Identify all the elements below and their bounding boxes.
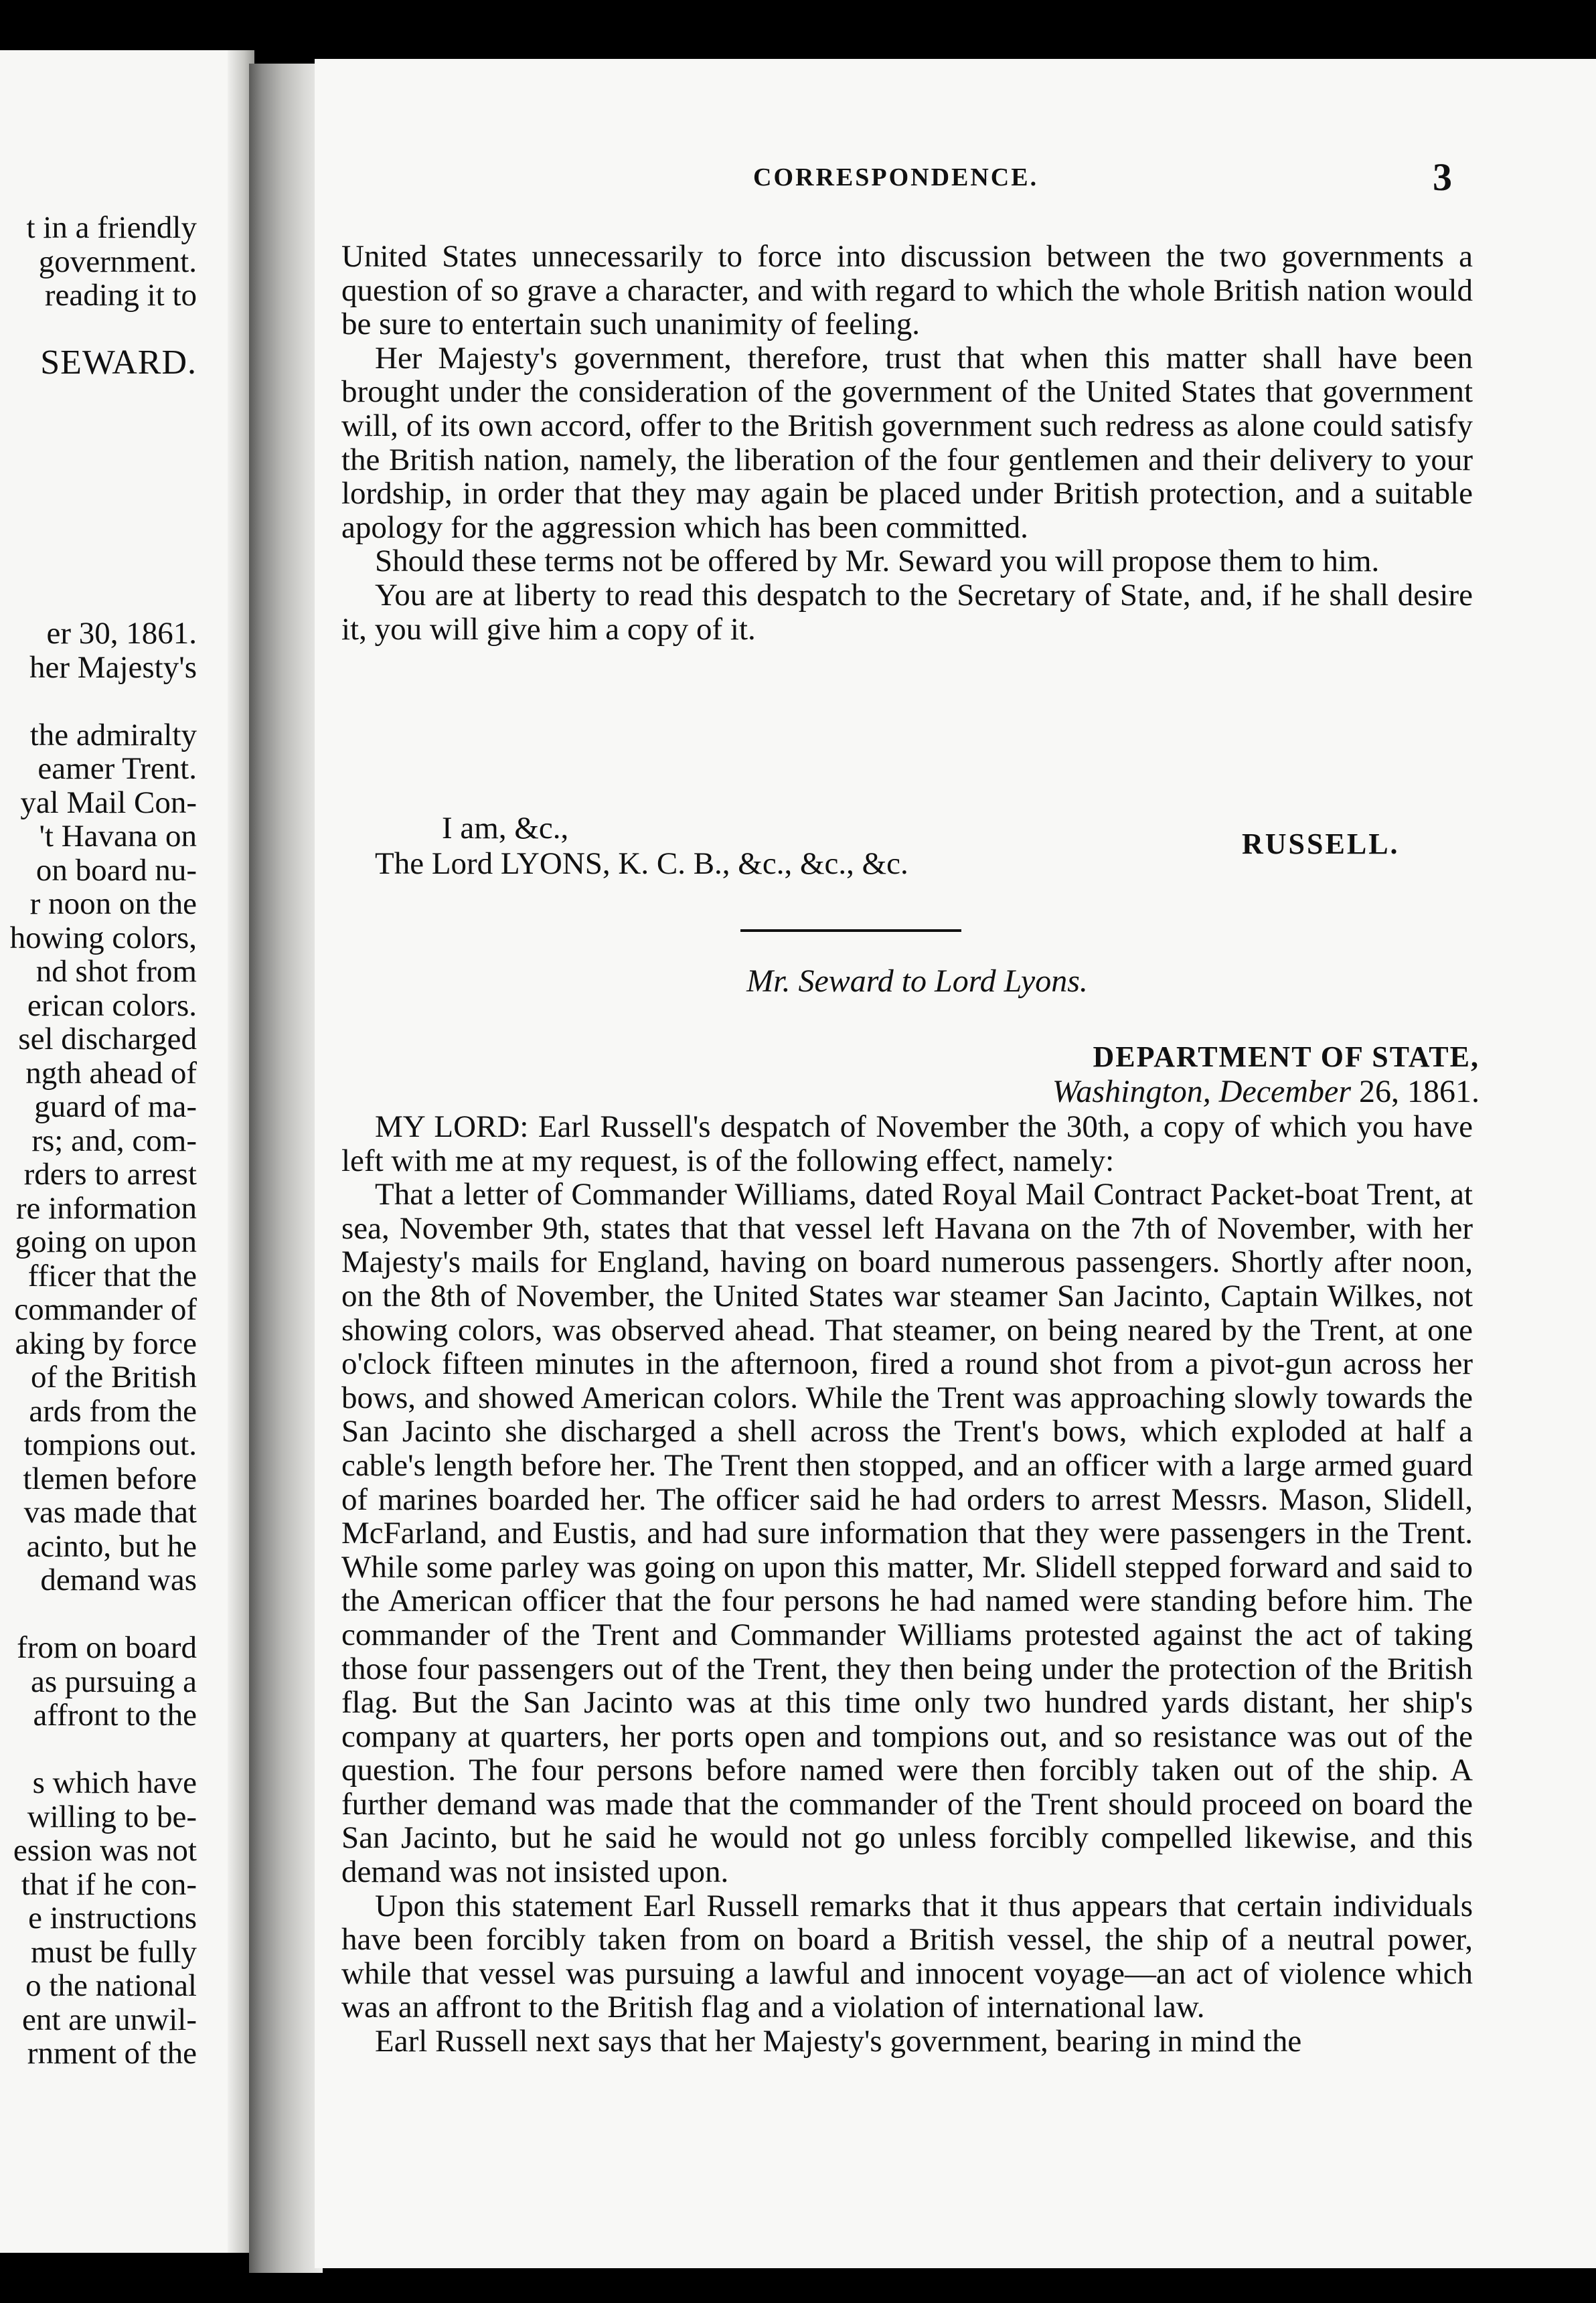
previous-page-line: yal Mail Con-: [20, 785, 197, 820]
book-spine-shadow: [249, 64, 323, 2273]
previous-page-line: [10, 380, 197, 414]
previous-page-line: tlemen before: [23, 1461, 197, 1496]
previous-page-line: eamer Trent.: [37, 751, 197, 786]
sender-department: DEPARTMENT OF STATE,: [1093, 1040, 1480, 1073]
page-header: [315, 155, 1596, 203]
previous-page-line: ards from the: [29, 1393, 197, 1429]
previous-page-line: that if he con-: [21, 1867, 197, 1902]
addressee: The Lord LYONS, K. C. B., &c., &c., &c.: [375, 846, 908, 881]
previous-page-line: t in a friendly: [26, 210, 197, 245]
letter-body-continued: [341, 240, 1473, 646]
previous-page-line: rnment of the: [27, 2036, 197, 2071]
paragraph: Should these terms not be offered by Mr. Seward you will propose them to him.: [375, 544, 1380, 579]
paragraph: United States unnecessarily to force into discussion between the two governments a question of so grave a character, and with regard to which the whole British nation would be sure to entertain such unanimity of feeling.: [341, 239, 1473, 342]
previous-page-line: the admiralty: [29, 717, 197, 752]
previous-page-line: vas made that: [23, 1495, 197, 1530]
previous-page-line: aking by force: [15, 1326, 197, 1361]
letter-body: [341, 1110, 1473, 2059]
paragraph: Upon this statement Earl Russell remarks that it thus appears that certain individuals have been forcibly taken from on board a British vessel, the ship of a neutral power, while that vessel was pursuing a lawful and innocent voyage—an act of violence which was an affront to the British flag and a violation of international law.: [341, 1888, 1473, 2025]
previous-page-line: tompions out.: [23, 1427, 197, 1462]
paragraph: Earl Russell's despatch of November the 30th, a copy of which you have left with me at my request, is of the following effect, namely:: [341, 1109, 1473, 1178]
previous-page-line: affront to the: [33, 1698, 197, 1733]
previous-page-line: ession was not: [13, 1833, 197, 1868]
previous-page-line: nd shot from: [35, 954, 197, 989]
previous-page-line: [10, 481, 197, 515]
previous-page-line: her Majesty's: [29, 649, 197, 685]
previous-page-line: demand was: [40, 1563, 197, 1597]
previous-page-line: willing to be-: [27, 1799, 197, 1834]
previous-page-line: fficer that the: [27, 1258, 197, 1293]
previous-page-line: commander of: [14, 1292, 197, 1327]
previous-page-line: SEWARD.: [40, 343, 197, 382]
previous-page-line: [10, 313, 197, 347]
previous-page-line: ngth ahead of: [25, 1055, 197, 1091]
previous-page-line: rs; and, com-: [31, 1123, 197, 1158]
previous-page-line: [10, 549, 197, 583]
previous-page-line: [10, 448, 197, 482]
previous-page-line: re information: [15, 1190, 197, 1226]
running-title: CORRESPONDENCE.: [753, 163, 1039, 191]
previous-page-line: e instructions: [28, 1901, 197, 1935]
previous-page-line: erican colors.: [27, 987, 197, 1023]
previous-page-text: [10, 211, 197, 2071]
previous-page-line: reading it to: [44, 278, 197, 313]
previous-page-line: from on board: [17, 1630, 197, 1665]
previous-page-line: [10, 1733, 197, 1767]
previous-page-line: ent are unwil-: [21, 2002, 197, 2037]
previous-page-line: going on upon: [15, 1224, 197, 1259]
previous-page-line: as pursuing a: [30, 1664, 197, 1699]
previous-page-line: er 30, 1861.: [46, 616, 197, 651]
paragraph: That a letter of Commander Williams, dated Royal Mail Contract Packet-boat Trent, at sea, November 9th, states that that vessel left Havana on the 7th of November, with her Majesty's mails for England, having on board numerous passengers. Shortly after noon, on the 8th of November, the United States war steamer San Jacinto, Captain Wilkes, not showing colors, was observed ahead. That steamer, on being neared by the Trent, at one o'clock fifteen minutes in the afternoon, fired a round shot from a pivot-gun across her bows, and showed American colors. While the Trent was approaching slowly towards the San Jacinto she discharged a shell across the Trent's bows, which exploded at half a cable's length before her. The Trent then stopped, and an officer with a large armed guard of marines boarded her. The officer said he had orders to arrest Messrs. Mason, Slidell, McFarland, and Eustis, and had sure information that they were passengers in the Trent. While some parley was going on upon this matter, Mr. Slidell stepped forward and said to the American officer that the four persons he had named were standing before him. The commander of the Trent and Commander Williams protested against the act of taking those four passengers out of the Trent, they then being under the protection of the British flag. But the San Jacinto was at this time only two hundred yards distant, her ship's company at quarters, her ports open and tompions out, and so resistance was out of the question. The four persons before named were then forcibly taken out of the ship. A further demand was made that the commander of the Trent should proceed on board the San Jacinto, but he said he would not go unless forcibly compelled likewise, and this demand was not insisted upon.: [341, 1177, 1473, 1890]
page-number: 3: [1433, 155, 1452, 199]
previous-page-line: r noon on the: [29, 886, 197, 921]
previous-page-line: guard of ma-: [34, 1089, 197, 1124]
letter-closing: I am, &c.,: [442, 811, 569, 846]
previous-page-line: [10, 684, 197, 718]
previous-page: [0, 50, 249, 2253]
previous-page-line: [10, 414, 197, 448]
page: [315, 59, 1596, 2268]
paragraph: You are at liberty to read this despatch to the Secretary of State, and, if he shall desire it, you will give him a copy of it.: [341, 577, 1473, 647]
previous-page-line: s which have: [32, 1765, 197, 1800]
previous-page-line: 't Havana on: [39, 819, 197, 854]
previous-page-line: sel discharged: [18, 1022, 197, 1056]
paragraph: Her Majesty's government, therefore, trust that when this matter shall have been brought under the consideration of the government of the United States that government will, of its own accord, offer to the British government such redress as alone could satisfy the British nation, namely, the liberation of the four gentlemen and their delivery to your lordship, in order that they may again be placed under British protection, and a suitable apology for the aggression which has been committed.: [341, 340, 1473, 545]
signature: RUSSELL.: [1242, 827, 1400, 860]
dateline: [850, 1073, 1480, 1110]
letter-heading: Mr. Seward to Lord Lyons.: [746, 963, 1088, 999]
previous-page-line: o the national: [25, 1968, 197, 2003]
previous-page-line: government.: [38, 244, 197, 279]
paragraph: Earl Russell next says that her Majesty's government, bearing in mind the: [375, 2024, 1302, 2059]
previous-page-line: acinto, but he: [26, 1528, 197, 1564]
previous-page-line: [10, 583, 197, 617]
previous-page-line: [10, 1597, 197, 1632]
previous-page-line: howing colors,: [9, 920, 197, 955]
previous-page-line: of the British: [30, 1360, 197, 1395]
dateline-date: 26, 1861.: [1359, 1074, 1480, 1109]
section-divider: [740, 929, 961, 932]
dateline-place: Washington, December: [1052, 1074, 1351, 1109]
previous-page-line: must be fully: [30, 1934, 197, 1970]
previous-page-line: on board nu-: [35, 852, 197, 888]
salutation: MY LORD:: [375, 1109, 529, 1144]
previous-page-line: rders to arrest: [23, 1157, 197, 1192]
previous-page-line: [10, 515, 197, 550]
